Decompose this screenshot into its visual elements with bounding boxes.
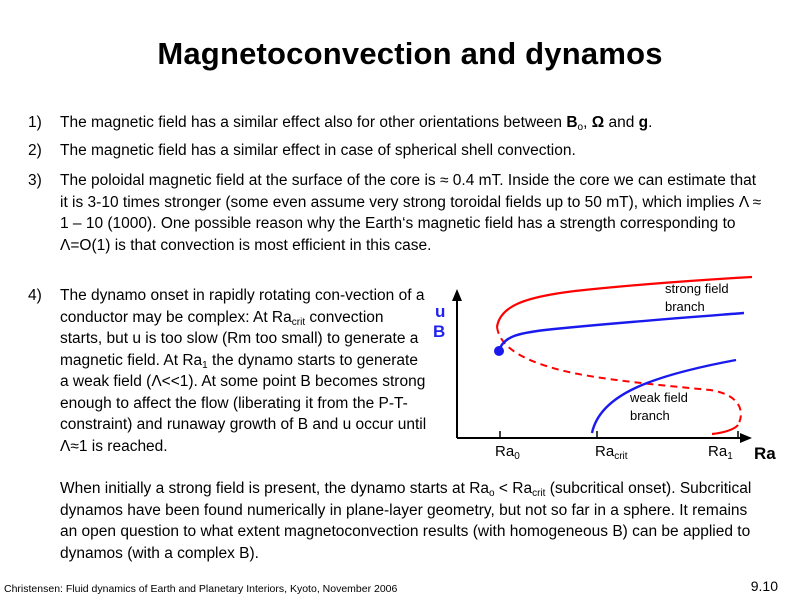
item-number: 3): [28, 172, 42, 189]
y-label-u: u: [435, 302, 446, 321]
item-number: 4): [28, 287, 42, 304]
x-label-ra: Ra: [754, 444, 776, 463]
item-text: The poloidal magnetic field at the surface of the core is ≈ 0.4 mT. Inside the core we can estimate that it is 3-10 times stronger (some even assume very strong toroidal fields up to 50 mT), which implies Λ ≈ 1 – 10 (1000). One possible reason why the Earth‘s magnetic field has a strength corresponding to Λ=O(1) is that convection is most efficient in this case.: [60, 172, 762, 254]
red-weak-branch: [712, 425, 738, 434]
item-text: The magnetic field has a similar effect in case of spherical shell convection.: [60, 142, 576, 159]
footer-citation: Christensen: Fluid dynamics of Earth and Planetary Interiors, Kyoto, November 2006: [4, 583, 398, 595]
x-axis-arrow-icon: [740, 433, 752, 443]
item-number: 1): [28, 114, 42, 131]
tick-label-ra0: $Ra_0$: [495, 443, 520, 462]
strong-branch-label-line2: branch: [665, 299, 705, 314]
item-number: 2): [28, 142, 42, 159]
y-axis-arrow-icon: [452, 289, 462, 301]
weak-branch-label-line2: branch: [630, 408, 670, 423]
tick-label-ra1: $Ra_1$: [708, 443, 733, 462]
g-symbol: g: [638, 114, 649, 131]
omega-symbol: Ω: [591, 114, 605, 131]
page-number: 9.10: [750, 578, 778, 594]
tick-label-racrit: $Ra_{crit}$: [595, 443, 628, 462]
subcritical-paragraph: When initially a strong field is present, the dynamo starts at $Ra_o < Ra_{crit}$ (subcritical onset). Subcritical dynamos have been found numerically in plane-layer geometry, but not so far in a sphere. It remains an open question to what extent magnetoconvection results (with homogeneous B) can be applied to dynamos (with a complex B).: [60, 480, 752, 562]
slide-title: Magnetoconvection and dynamos: [157, 36, 663, 71]
blue-strong-branch: [499, 313, 744, 351]
onset-point: [494, 346, 504, 356]
weak-branch-label-line1: weak field: [630, 390, 688, 405]
item-text: The magnetic field has a similar effect also for other orientations between $B_o$, Ω and g.: [60, 114, 653, 133]
y-label-B: B: [433, 322, 446, 341]
strong-branch-label-line1: strong field: [665, 281, 729, 296]
red-unstable-branch: [497, 327, 741, 425]
item-text: The dynamo onset in rapidly rotating con-vection of a conductor may be complex: At $Ra_{crit}$ convection starts, but u is too slow (Rm too small) to generate a magnetic field. At $Ra_1$ the dynamo starts to generate a weak field (Λ<<1). At some point B becomes strong enough to affect the flow (liberating it from the P-T-constraint) and runaway growth of B and u occur until Λ≈1 is reached.: [60, 287, 427, 455]
b0-symbol: B: [566, 114, 578, 131]
